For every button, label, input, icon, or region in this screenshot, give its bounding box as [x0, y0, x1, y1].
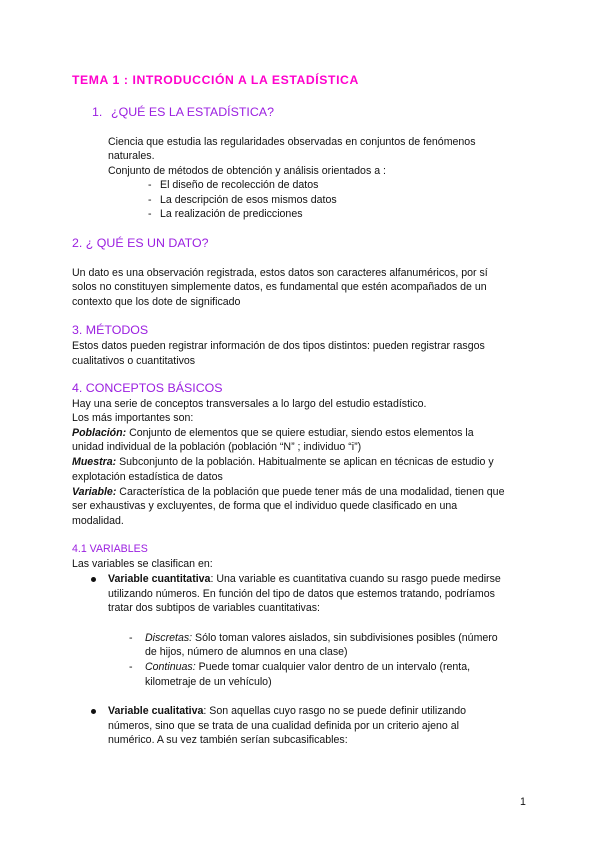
- page-number: 1: [520, 796, 526, 808]
- continuas-label: Continuas:: [145, 661, 196, 673]
- dash-bullet: -: [129, 661, 133, 673]
- dash-bullet: -: [148, 194, 152, 206]
- dash-bullet: -: [148, 179, 152, 191]
- cuantitativa-label: Variable cuantitativa: [108, 573, 211, 585]
- list-item: La realización de predicciones: [160, 208, 303, 220]
- cualitativa-text: : Son aquellas cuyo rasgo no se puede definir utilizando: [203, 705, 467, 717]
- cualitativa-text: números, sino que se trata de una cualidad definida por un criterio ajeno al: [108, 720, 459, 732]
- s1-line: Conjunto de métodos de obtención y análisis orientados a :: [108, 165, 386, 177]
- muestra-def: [72, 455, 494, 470]
- s4-intro: Hay una serie de conceptos transversales a lo largo del estudio estadístico.: [72, 398, 427, 410]
- section-1-heading: ¿QUÉ ES LA ESTADÍSTICA?: [111, 105, 274, 119]
- section-4-1-heading: 4.1 VARIABLES: [72, 543, 148, 555]
- section-4-heading: 4. CONCEPTOS BÁSICOS: [72, 381, 223, 395]
- cuantitativa-text: utilizando números. En función del tipo de datos que estemos tratando, podríamos: [108, 588, 495, 600]
- discretas-def: [145, 631, 498, 646]
- s3-line: cualitativos o cuantitativos: [72, 355, 196, 367]
- poblacion-text: Conjunto de elementos que se quiere estudiar, siendo estos elementos la: [126, 427, 474, 439]
- variable-text: ser exhaustivas y excluyentes, de forma que el individuo quede clasificado en una: [72, 500, 458, 512]
- continuas-text: kilometraje de un vehículo): [145, 676, 272, 688]
- section-1-number: 1.: [92, 105, 103, 119]
- page-title: TEMA 1 : INTRODUCCIÓN A LA ESTADÍSTICA: [72, 73, 359, 87]
- bullet-dot: [91, 709, 96, 714]
- s2-line: Un dato es una observación registrada, estos datos son caracteres alfanuméricos, por sí: [72, 267, 488, 279]
- cualitativa-text: numérico. A su vez también serían subcasificables:: [108, 734, 348, 746]
- discretas-label: Discretas:: [145, 632, 193, 644]
- dash-bullet: -: [148, 208, 152, 220]
- dash-bullet: -: [129, 632, 133, 644]
- muestra-text: Subconjunto de la población. Habitualmente se aplican en técnicas de estudio y: [116, 456, 494, 468]
- bullet-dot: [91, 577, 96, 582]
- cualitativa-label: Variable cualitativa: [108, 705, 204, 717]
- section-2-heading: 2. ¿ QUÉ ES UN DATO?: [72, 236, 209, 250]
- cuantitativa-text: tratar dos subtipos de variables cuantitativas:: [108, 602, 320, 614]
- poblacion-text: unidad individual de la población (población “N” ; individuo “i”): [72, 441, 362, 453]
- discretas-text: de hijos, número de alumnos en una clase): [145, 646, 348, 658]
- cualitativa-def: [108, 704, 466, 719]
- s4-intro: Los más importantes son:: [72, 412, 194, 424]
- cuantitativa-def: [108, 572, 501, 587]
- list-item: La descripción de esos mismos datos: [160, 194, 337, 206]
- s2-line: contexto que los dote de significado: [72, 296, 241, 308]
- continuas-def: [145, 660, 470, 675]
- s3-line: Estos datos pueden registrar información de dos tipos distintos: pueden registrar rasgos: [72, 340, 485, 352]
- poblacion-label: Población:: [72, 427, 127, 439]
- muestra-label: Muestra:: [72, 456, 117, 468]
- s41-intro: Las variables se clasifican en:: [72, 558, 213, 570]
- discretas-text: Sólo toman valores aislados, sin subdivisiones posibles (número: [192, 632, 498, 644]
- variable-text: Característica de la población que puede tener más de una modalidad, tienen que: [116, 486, 505, 498]
- continuas-text: Puede tomar cualquier valor dentro de un intervalo (renta,: [195, 661, 471, 673]
- section-3-heading: 3. MÉTODOS: [72, 323, 149, 337]
- variable-def: [72, 485, 504, 500]
- muestra-text: explotación estadística de datos: [72, 471, 223, 483]
- variable-label: Variable:: [72, 486, 117, 498]
- s2-line: solos no constituyen simplemente datos, es fundamental que estén acompañados de un: [72, 281, 487, 293]
- s1-line: naturales.: [108, 150, 155, 162]
- poblacion-def: [72, 426, 474, 441]
- variable-text: modalidad.: [72, 515, 124, 527]
- cuantitativa-text: : Una variable es cuantitativa cuando su rasgo puede medirse: [210, 573, 501, 585]
- s1-line: Ciencia que estudia las regularidades observadas en conjuntos de fenómenos: [108, 136, 476, 148]
- list-item: El diseño de recolección de datos: [160, 179, 319, 191]
